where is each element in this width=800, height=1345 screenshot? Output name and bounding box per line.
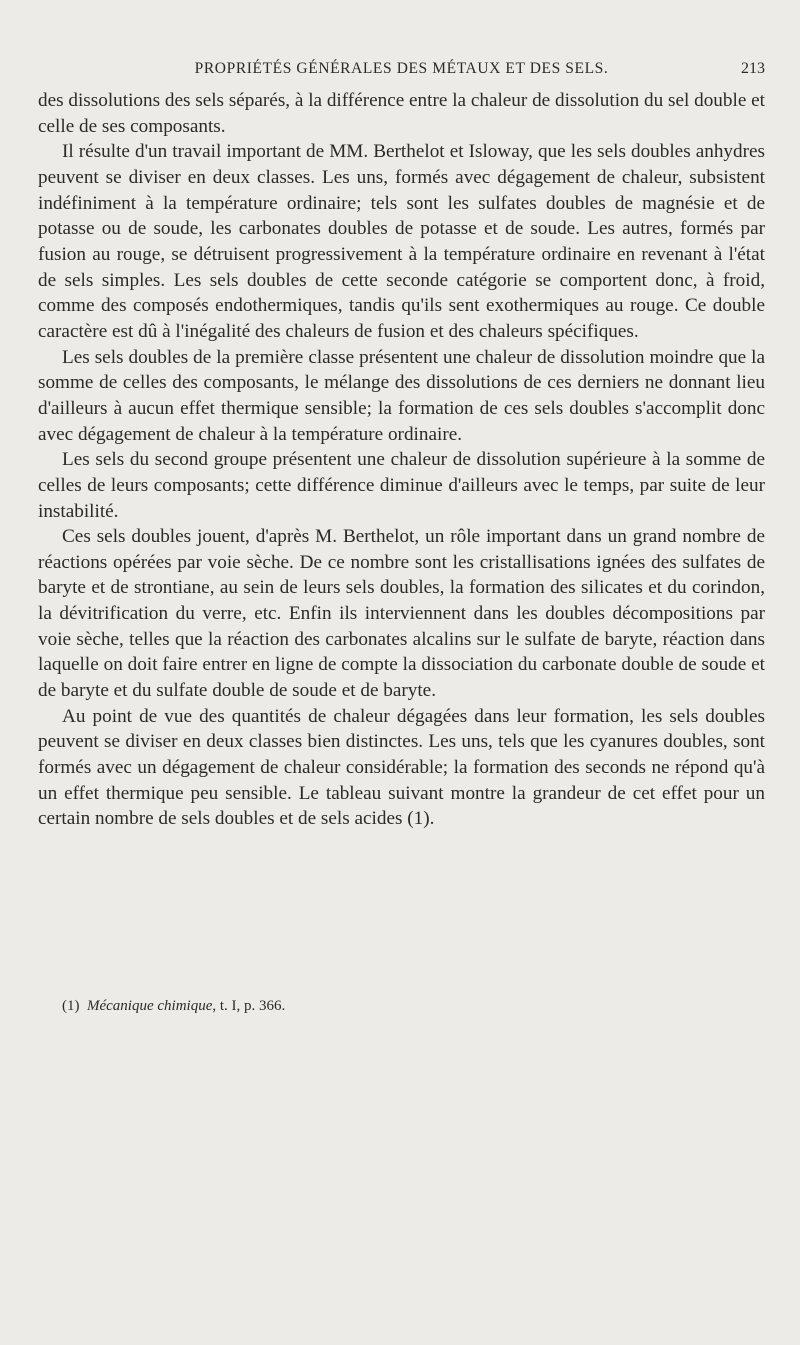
paragraph: Il résulte d'un travail important de MM. Berthelot et Isloway, que les sels doubles anhydres peuvent se diviser en deux classes. Les uns, formés avec dégagement de chaleur, subsistent indéfiniment à la température ordinaire; tels sont les sulfates doubles de magnésie et de potasse ou de soude, les carbonates doubles de potasse et de soude. Les autres, formés par fusion au rouge, se détruisent progressivement à la température ordinaire en revenant à l'état de sels simples. Les sels doubles de cette seconde catégorie se comportent donc, à froid, comme des composés endothermiques, tandis qu'ils sent exothermiques au rouge. Ce double caractère est dû à l'inégalité des chaleurs de fusion et des chaleurs spécifiques. — [38, 141, 765, 342]
running-head — [38, 58, 765, 80]
paragraph: Ces sels doubles jouent, d'après M. Berthelot, un rôle important dans un grand nombre de réactions opérées par voie sèche. De ce nombre sont les cristallisations ignées des sulfates de baryte et de strontiane, au sein de leurs sels doubles, la formation des silicates et du corindon, la dévitrification du verre, etc. Enfin ils interviennent dans les doubles décompositions par voie sèche, telles que la réaction des carbonates alcalins sur le sulfate de baryte, réaction dans laquelle on doit faire entrer en ligne de compte la dissociation du carbonate double de soude et de baryte et du sulfate double de soude et de baryte. — [38, 526, 765, 702]
page-number: 213 — [741, 60, 765, 77]
running-title: PROPRIÉTÉS GÉNÉRALES DES MÉTAUX ET DES SELS. — [194, 60, 609, 77]
paragraph: Au point de vue des quantités de chaleur dégagées dans leur formation, les sels doubles peuvent se diviser en deux classes bien distinctes. Les uns, tels que les cyanures doubles, sont formés avec un dégagement de chaleur considérable; la formation des seconds ne répond qu'à un effet thermique peu sensible. Le tableau suivant montre la grandeur de cet effet pour un certain nombre de sels doubles et de sels acides (1). — [38, 705, 765, 830]
footnote — [62, 996, 285, 1016]
paragraph: Les sels du second groupe présentent une chaleur de dissolution supérieure à la somme de celles de leurs composants; cette différence diminue d'ailleurs avec le temps, par suite de leur instabilité. — [38, 449, 765, 522]
footnote-title: Mécanique chimique — [87, 998, 213, 1014]
body-text — [38, 88, 765, 832]
footnote-marker: (1) — [62, 998, 84, 1014]
paragraph-continuation: des dissolutions des sels séparés, à la différence entre la chaleur de dissolution du sel double et celle de ses composants. — [38, 90, 765, 137]
footnote-details: , t. I, p. 366. — [212, 998, 286, 1014]
paragraph: Les sels doubles de la première classe présentent une chaleur de dissolution moindre que la somme de celles des composants, le mélange des dissolutions de ces derniers ne donnant lieu d'ailleurs à aucun effet thermique sensible; la formation de ces sels doubles s'accomplit donc avec dégagement de chaleur à la température ordinaire. — [38, 346, 765, 445]
